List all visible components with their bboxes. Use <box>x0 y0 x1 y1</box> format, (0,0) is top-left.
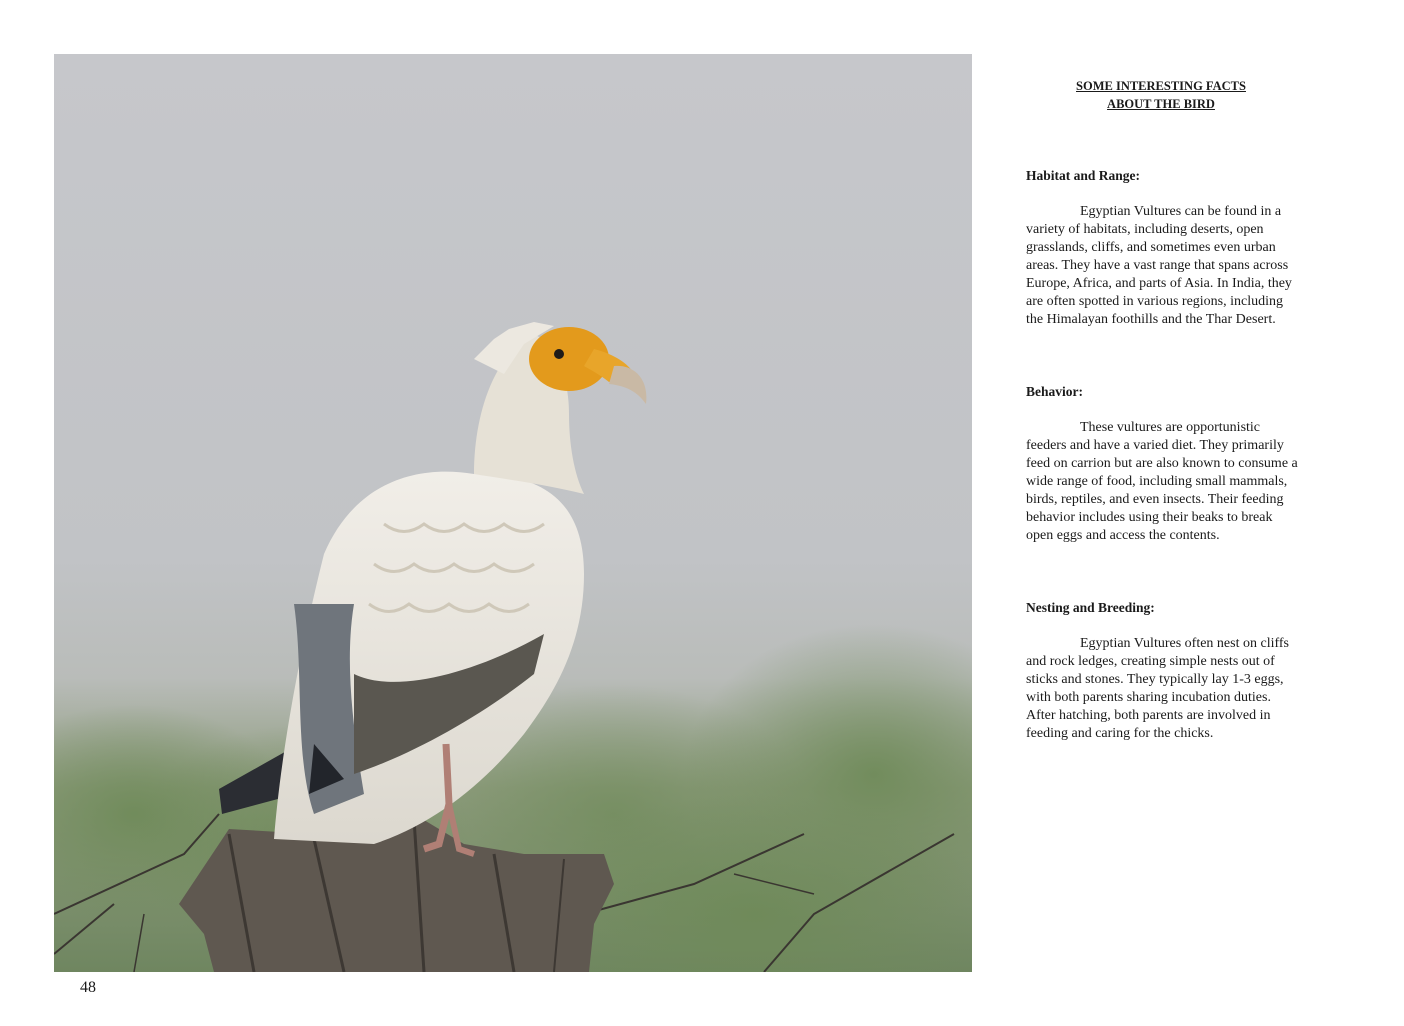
facts-heading-line2: ABOUT THE BIRD <box>1107 97 1215 111</box>
vulture-photo <box>54 54 972 972</box>
section-title: Nesting and Breeding: <box>1026 600 1155 615</box>
section-body: Egyptian Vultures can be found in a variety of habitats, including deserts, open grasslands, cliffs, and sometimes even urban areas. They have a vast range that spans across Europe, Africa, and parts of Asia. In India, they are often spotted in various regions, including the Himalayan foothills and the Thar Desert. <box>1026 204 1292 327</box>
egyptian-vulture-illustration <box>54 54 972 972</box>
facts-heading <box>1026 77 1296 113</box>
section-behavior <box>1026 383 1298 545</box>
page-number: 48 <box>80 979 96 996</box>
section-nesting-and-breeding <box>1026 599 1298 743</box>
facts-heading-line1: SOME INTERESTING FACTS <box>1076 79 1246 93</box>
section-title: Habitat and Range: <box>1026 168 1141 183</box>
section-title: Behavior: <box>1026 384 1083 399</box>
section-body: Egyptian Vultures often nest on cliffs and rock ledges, creating simple nests out of sticks and stones. They typically lay 1-3 eggs, with both parents sharing incubation duties. After hatching, both parents are involved in feeding and caring for the chicks. <box>1026 636 1289 741</box>
section-habitat-and-range <box>1026 167 1298 329</box>
section-body: These vultures are opportunistic feeders and have a varied diet. They primarily feed on carrion but are also known to consume a wide range of food, including small mammals, birds, reptiles, and even insects. Their feeding behavior includes using their beaks to break open eggs and access the contents. <box>1026 420 1298 543</box>
facts-column <box>1026 77 1298 741</box>
